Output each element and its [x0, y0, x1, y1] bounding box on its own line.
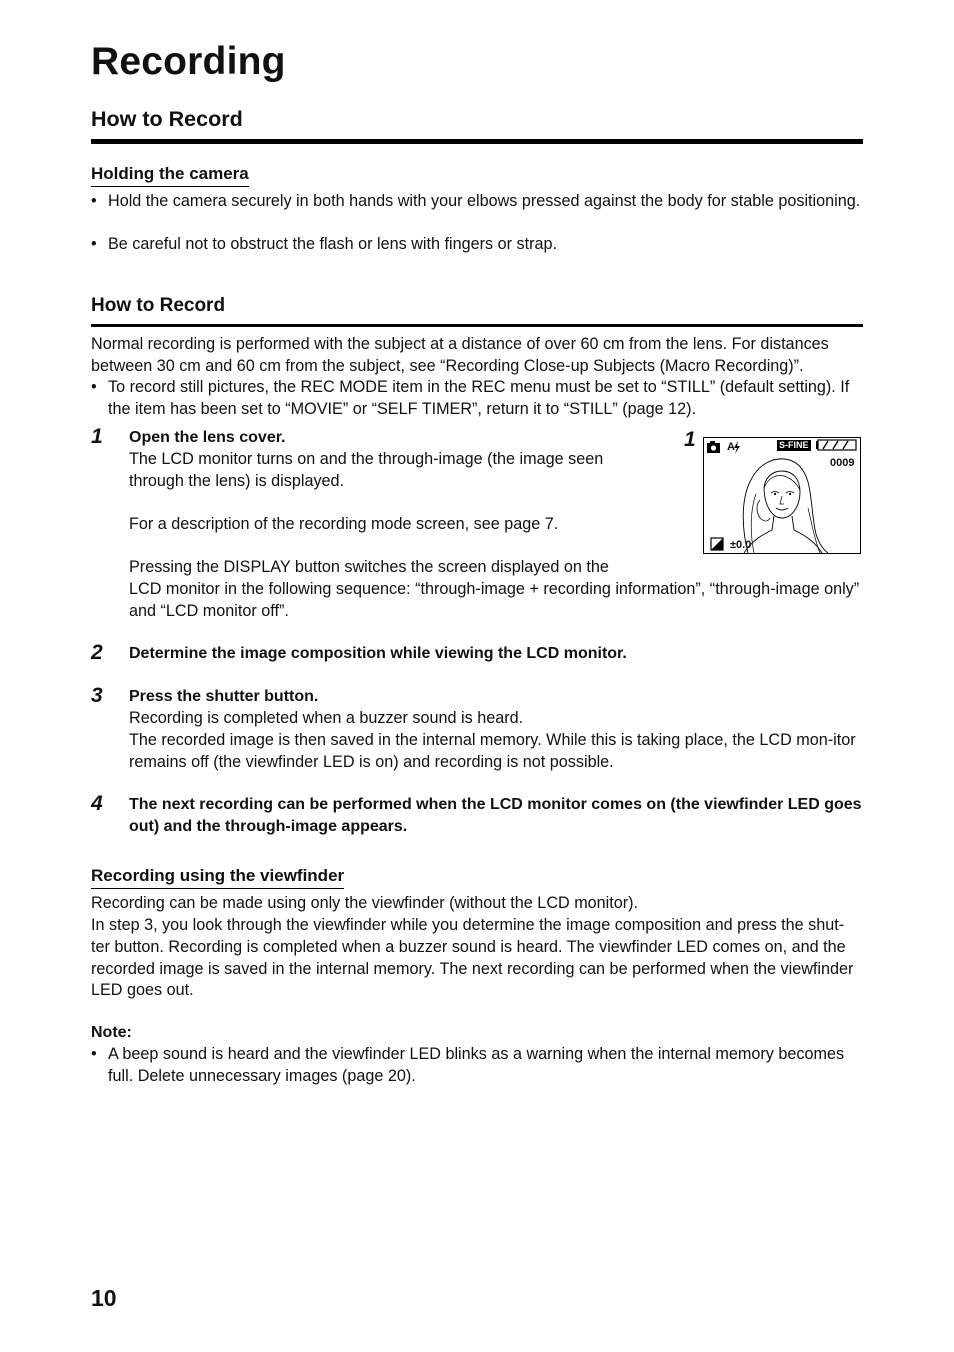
- step-title: Open the lens cover.: [129, 429, 286, 446]
- step-text: LCD monitor in the following sequence: “through-image + recording information”, “through-image only” and “LCD monitor off”.: [129, 580, 860, 620]
- lcd-monitor-illustration: [703, 437, 861, 554]
- step-text: For a description of the recording mode screen, see page 7.: [129, 515, 559, 533]
- list-item: • A beep sound is heard and the viewfinder LED blinks as a warning when the internal memory becomes full. Delete unnecessary images (page 20).: [91, 1044, 863, 1088]
- list-item: • Be careful not to obstruct the flash or lens with fingers or strap.: [91, 234, 863, 256]
- list-item: • Hold the camera securely in both hands with your elbows pressed against the body for stable positioning.: [91, 191, 863, 213]
- step-number: 4: [91, 792, 103, 815]
- holding-bullet-1: Hold the camera securely in both hands with your elbows pressed against the body for stable positioning.: [108, 192, 861, 210]
- step-number: 1: [91, 425, 103, 448]
- holding-bullet-2: Be careful not to obstruct the flash or lens with fingers or strap.: [108, 235, 557, 253]
- viewfinder-paragraph: In step 3, you look through the viewfinder while you determine the image composition and press the shut-ter button. Recording is completed when a buzzer sound is heard. The viewfinder LED comes on, and the recorded image is saved in the internal memory. The next recording can be performed when the viewfinder LED goes out.: [91, 916, 854, 1000]
- exposure-value: ±0.0: [730, 539, 752, 551]
- holding-camera-heading: Holding the camera: [91, 163, 249, 187]
- note-label: Note:: [91, 1024, 132, 1041]
- step-title: The next recording can be performed when the LCD monitor comes on (the viewfinder LED goes out) and the through-image appears.: [129, 796, 862, 835]
- rec-mode-bullet: To record still pictures, the REC MODE item in the REC menu must be set to “STILL” (default setting). If the item has been set to “MOVIE” or “SELF TIMER”, return it to “STILL” (page 12).: [108, 378, 850, 418]
- camera-icon: [707, 441, 720, 453]
- step-number: 3: [91, 684, 103, 707]
- intro-paragraph: Normal recording is performed with the subject at a distance of over 60 cm from the lens. For distances between 30 cm and 60 cm from the subject, see “Recording Close-up Subjects (Macro Recording)”.: [91, 335, 829, 375]
- page-number: 10: [91, 1285, 117, 1311]
- subsection-divider: [91, 324, 863, 327]
- step-title: Determine the image composition while viewing the LCD monitor.: [129, 645, 627, 662]
- lcd-callout-number: 1: [684, 428, 696, 451]
- viewfinder-line: Recording can be made using only the viewfinder (without the LCD monitor).: [91, 894, 639, 912]
- step-text: The LCD monitor turns on and the through-image (the image seen: [129, 450, 604, 468]
- list-item: • To record still pictures, the REC MODE item in the REC menu must be set to “STILL” (default setting). If the item has been set to “MOVIE” or “SELF TIMER”, return it to “STILL” (page 12).: [91, 377, 863, 421]
- page-title: Recording: [91, 40, 286, 83]
- flash-mode-label: A: [727, 441, 735, 453]
- section-divider: [91, 139, 863, 144]
- note-bullet: A beep sound is heard and the viewfinder LED blinks as a warning when the internal memory becomes full. Delete unnecessary images (page 20).: [108, 1045, 845, 1085]
- section-title: How to Record: [91, 107, 243, 131]
- exposure-comp-icon: [711, 538, 723, 550]
- step-text: Recording is completed when a buzzer sound is heard.: [129, 709, 524, 727]
- step-title: Press the shutter button.: [129, 688, 319, 705]
- step-text: Pressing the DISPLAY button switches the screen displayed on the: [129, 558, 609, 576]
- viewfinder-heading: Recording using the viewfinder: [91, 865, 344, 889]
- step-text: The recorded image is then saved in the internal memory. While this is taking place, the LCD mon-itor remains off (the viewfinder LED is on) and recording is not possible.: [129, 731, 856, 771]
- step-text: through the lens) is displayed.: [129, 472, 345, 490]
- shot-count: 0009: [830, 457, 855, 469]
- portrait-illustration: [704, 438, 860, 553]
- step-number: 2: [91, 641, 103, 664]
- how-to-record-heading: How to Record: [91, 295, 226, 316]
- quality-badge: S-FINE: [779, 440, 809, 450]
- battery-icon: [816, 440, 856, 450]
